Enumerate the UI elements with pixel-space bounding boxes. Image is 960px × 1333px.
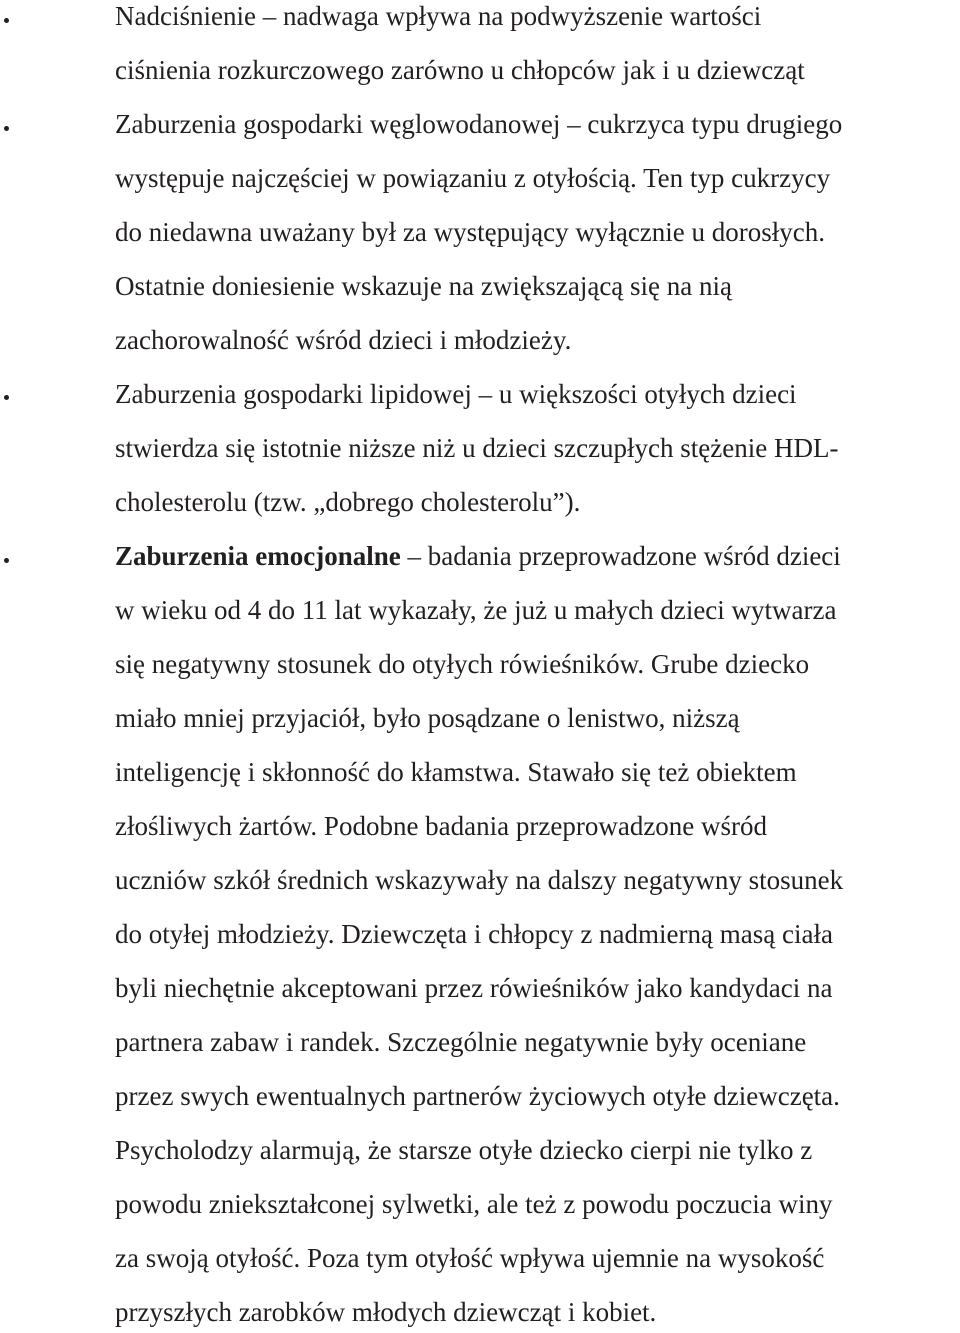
text-line: przyszłych zarobków młodych dziewcząt i kobiet.	[115, 1297, 657, 1327]
text-line: się negatywny stosunek do otyłych rówieśników. Grube dziecko	[115, 649, 810, 679]
text-line: zachorowalność wśród dzieci i młodzieży.	[115, 325, 572, 355]
text-line: w wieku od 4 do 11 lat wykazały, że już u małych dzieci wytwarza	[115, 595, 837, 625]
bold-lead: Zaburzenia emocjonalne	[115, 541, 401, 571]
text-line: partnera zabaw i randek. Szczególnie negatywnie były oceniane	[115, 1027, 807, 1057]
text-line: do otyłej młodzieży. Dziewczęta i chłopcy z nadmierną masą ciała	[115, 919, 833, 949]
text-line: za swoją otyłość. Poza tym otyłość wpływa ujemnie na wysokość	[115, 1243, 825, 1273]
text-line: ciśnienia rozkurczowego zarówno u chłopców jak i u dziewcząt	[115, 55, 805, 85]
text-line: miało mniej przyjaciół, było posądzane o lenistwo, niższą	[115, 703, 740, 733]
text-line: Psycholodzy alarmują, że starsze otyłe dziecko cierpi nie tylko z	[115, 1135, 813, 1165]
bullet-icon	[4, 558, 9, 563]
text-line	[115, 540, 841, 572]
first-line-rest: – badania przeprowadzone wśród dzieci	[400, 541, 841, 571]
text-line: Zaburzenia gospodarki lipidowej – u większości otyłych dzieci	[115, 379, 797, 409]
text-line: powodu zniekształconej sylwetki, ale też z powodu poczucia winy	[115, 1189, 833, 1219]
text-line: uczniów szkół średnich wskazywały na dalszy negatywny stosunek	[115, 865, 844, 895]
text-line: złośliwych żartów. Podobne badania przeprowadzone wśród	[115, 811, 768, 841]
text-line: Zaburzenia gospodarki węglowodanowej – cukrzyca typu drugiego	[115, 109, 843, 139]
text-line: Nadciśnienie – nadwaga wpływa na podwyższenie wartości	[115, 1, 762, 31]
text-line: występuje najczęściej w powiązaniu z otyłością. Ten typ cukrzycy	[115, 163, 831, 193]
text-line: byli niechętnie akceptowani przez rówieśników jako kandydaci na	[115, 973, 833, 1003]
text-line: cholesterolu (tzw. „dobrego cholesterolu”).	[115, 487, 581, 517]
text-line: przez swych ewentualnych partnerów życiowych otyłe dziewczęta.	[115, 1081, 840, 1111]
bullet-icon	[4, 18, 9, 23]
text-line: Ostatnie doniesienie wskazuje na zwiększającą się na nią	[115, 271, 732, 301]
text-line: do niedawna uważany był za występujący wyłącznie u dorosłych.	[115, 217, 826, 247]
text-line: stwierdza się istotnie niższe niż u dzieci szczupłych stężenie HDL-	[115, 433, 839, 463]
text-line: inteligencję i skłonność do kłamstwa. Stawało się też obiektem	[115, 757, 797, 787]
bullet-icon	[4, 126, 9, 131]
bullet-icon	[4, 395, 9, 400]
